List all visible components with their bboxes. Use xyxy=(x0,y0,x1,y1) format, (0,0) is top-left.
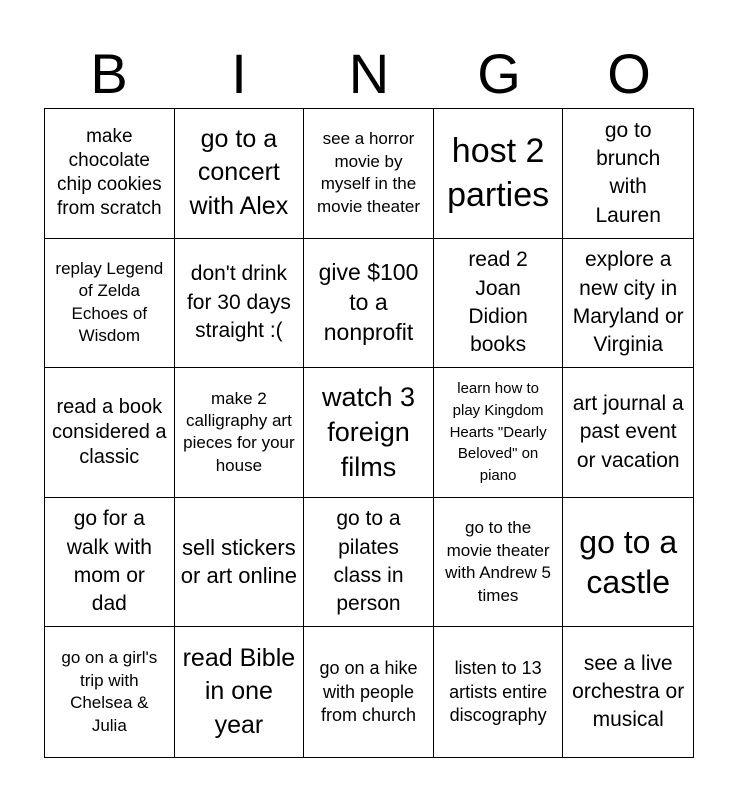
bingo-cell-r1c5[interactable] xyxy=(563,109,693,239)
bingo-cell-text: see a live orchestra or musical xyxy=(572,651,685,732)
bingo-cell-text: host 2 parties xyxy=(447,132,550,215)
bingo-cell-r2c2[interactable] xyxy=(175,239,305,369)
bingo-cell-r1c2[interactable] xyxy=(175,109,305,239)
bingo-cell-text: go to the movie theater with Andrew 5 times xyxy=(445,518,552,605)
bingo-cell-text: read Bible in one year xyxy=(182,643,296,740)
bingo-cell-text: don't drink for 30 days straight :( xyxy=(186,262,291,343)
bingo-cell-r5c4[interactable] xyxy=(434,627,564,757)
bingo-cell-text: go to brunch with Lauren xyxy=(595,118,661,227)
header-letter-i: I xyxy=(231,42,247,105)
bingo-board xyxy=(44,108,694,758)
bingo-cell-r4c5[interactable] xyxy=(563,498,693,628)
bingo-cell-r3c3[interactable] xyxy=(304,368,434,498)
header-letter-b: B xyxy=(90,42,128,105)
bingo-cell-r5c2[interactable] xyxy=(175,627,305,757)
bingo-header xyxy=(44,40,694,108)
bingo-cell-text: go to a pilates class in person xyxy=(333,507,404,616)
bingo-cell-r4c1[interactable] xyxy=(45,498,175,628)
bingo-cell-text: go on a hike with people from church xyxy=(319,658,418,725)
bingo-cell-text: art journal a past event or vacation xyxy=(572,391,684,472)
header-letter-n: N xyxy=(348,42,390,105)
bingo-cell-text: go to a castle xyxy=(579,524,678,601)
bingo-cell-r5c3[interactable] xyxy=(304,627,434,757)
bingo-cell-text: make chocolate chip cookies from scratch xyxy=(57,126,162,220)
bingo-cell-r5c1[interactable] xyxy=(45,627,175,757)
bingo-cell-text: listen to 13 artists entire discography xyxy=(449,658,548,725)
bingo-cell-r1c1[interactable] xyxy=(45,109,175,239)
header-letter-o: O xyxy=(607,42,651,105)
bingo-cell-r3c2[interactable] xyxy=(175,368,305,498)
bingo-cell-text: replay Legend of Zelda Echoes of Wisdom xyxy=(55,259,164,346)
bingo-cell-text: read 2 Joan Didion books xyxy=(468,248,528,357)
bingo-cell-text: see a horror movie by myself in the movie theater xyxy=(316,129,420,216)
bingo-cell-r4c4[interactable] xyxy=(434,498,564,628)
bingo-cell-r4c2[interactable] xyxy=(175,498,305,628)
bingo-cell-r5c5[interactable] xyxy=(563,627,693,757)
bingo-cell-text: go to a concert with Alex xyxy=(189,124,289,221)
bingo-cell-text: go on a girl's trip with Chelsea & Julia xyxy=(61,648,158,735)
bingo-cell-text: sell stickers or art online xyxy=(180,534,297,589)
bingo-cell-text: learn how to play Kingdom Hearts "Dearly Beloved" on piano xyxy=(449,380,547,485)
bingo-cell-text: go for a walk with mom or dad xyxy=(66,507,152,616)
bingo-cell-text: watch 3 foreign films xyxy=(321,381,416,483)
bingo-cell-text: give $100 to a nonprofit xyxy=(318,259,419,345)
bingo-cell-r3c5[interactable] xyxy=(563,368,693,498)
bingo-cell-r2c5[interactable] xyxy=(563,239,693,369)
bingo-cell-text: make 2 calligraphy art pieces for your house xyxy=(183,388,295,475)
bingo-cell-text: explore a new city in Maryland or Virginia xyxy=(572,248,684,357)
bingo-cell-r2c4[interactable] xyxy=(434,239,564,369)
bingo-cell-r1c3[interactable] xyxy=(304,109,434,239)
bingo-cell-r3c1[interactable] xyxy=(45,368,175,498)
header-letter-g: G xyxy=(477,42,521,105)
bingo-cell-r2c1[interactable] xyxy=(45,239,175,369)
bingo-cell-text: read a book considered a classic xyxy=(52,395,167,468)
bingo-cell-r2c3[interactable] xyxy=(304,239,434,369)
bingo-cell-r4c3[interactable] xyxy=(304,498,434,628)
bingo-cell-r3c4[interactable] xyxy=(434,368,564,498)
bingo-cell-r1c4[interactable] xyxy=(434,109,564,239)
